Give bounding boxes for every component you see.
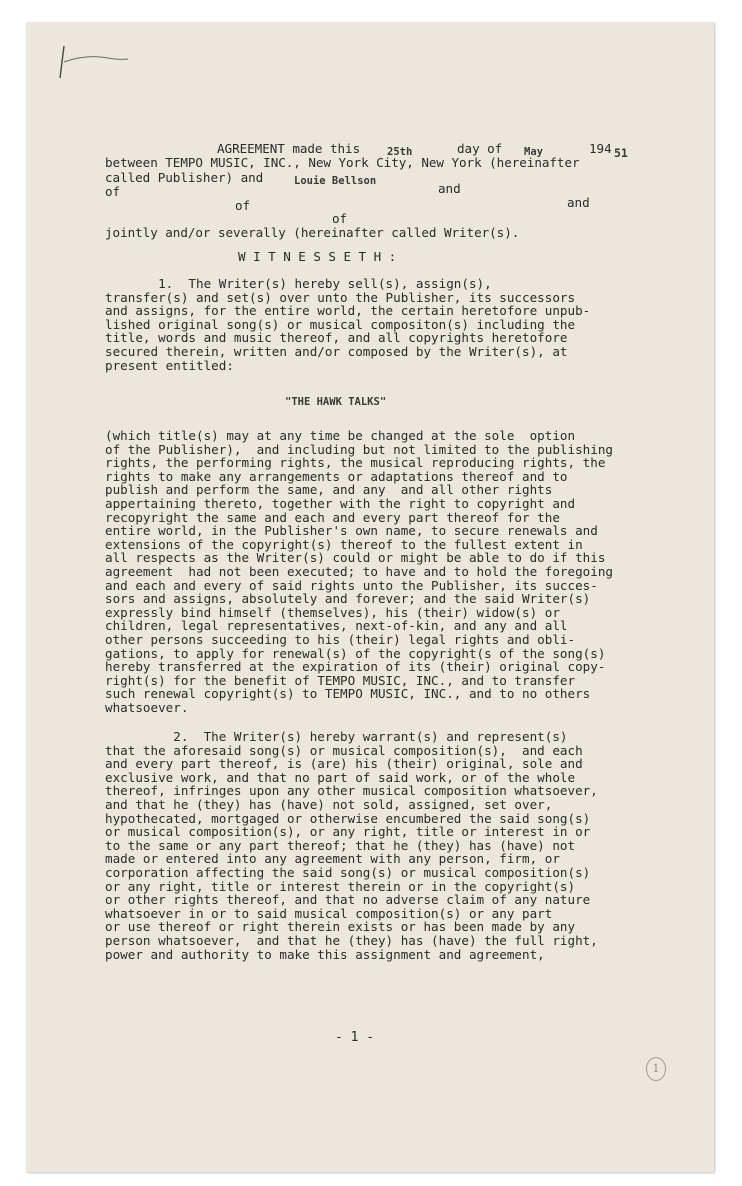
paragraph-line: of the Publisher), and including but not limited to the publishing — [105, 441, 613, 457]
paragraph-line: or use thereof or right therein exists or has been made by any — [105, 919, 576, 935]
paragraph-line: all respects as the Writer(s) could or might be able to do if this — [105, 550, 606, 566]
paragraph-line: entire world, in the Publisher's own name, to secure renewals and — [105, 523, 598, 539]
paragraph-line: that the aforesaid song(s) or musical composition(s), and each — [105, 742, 583, 758]
paragraph-line: or musical composition(s), or any right, title or interest in or — [105, 824, 591, 840]
paragraph-line: transfer(s) and set(s) over unto the Publisher, its successors — [105, 289, 576, 305]
header-month-filled: May — [524, 146, 543, 158]
header-jointly-line: jointly and/or severally (hereinafter called Writer(s). — [105, 225, 520, 240]
paragraph-line: and assigns, for the entire world, the certain heretofore unpub- — [105, 303, 591, 319]
paragraph-line: 2. The Writer(s) hereby warrant(s) and represent(s) — [105, 729, 568, 744]
header-of-1: of — [105, 184, 121, 199]
paragraph-line: recopyright the same and each and every part thereof for the — [105, 509, 560, 525]
paragraph-line: rights to make any arrangements or adaptations thereof and to — [105, 468, 568, 484]
paragraph-line: corporation affecting the said song(s) or musical composition(s) — [105, 864, 591, 880]
paragraph-1 — [105, 277, 590, 372]
header-of-2: of — [235, 198, 251, 213]
paragraph-line: lished original song(s) or musical compositon(s) including the — [105, 316, 576, 332]
paragraph-line: other persons succeeding to his (their) legal rights and obli- — [105, 631, 576, 647]
paragraph-line: whatsoever in or to said musical composition(s) or any part — [105, 905, 553, 921]
header-and-1: and — [438, 181, 461, 196]
paragraph-line: made or entered into any agreement with any person, firm, or — [105, 851, 560, 867]
paragraph-line: or any right, title or interest therein or in the copyright(s) — [105, 878, 576, 894]
paragraph-line: extensions of the copyright(s) thereof to the fullest extent in — [105, 536, 583, 552]
paragraph-line: appertaining thereto, together with the right to copyright and — [105, 495, 576, 511]
corner-circled-mark: 1 — [646, 1057, 666, 1081]
header-year-filled: 51 — [614, 146, 628, 160]
witnesseth-heading: W I T N E S S E T H : — [238, 249, 397, 264]
paragraph-line: children, legal representatives, next-of-kin, and any and all — [105, 618, 568, 634]
paragraph-line: thereof, infringes upon any other musical composition whatsoever, — [105, 783, 598, 799]
paragraph-line: and that he (they) has (have) not sold, assigned, set over, — [105, 796, 553, 812]
paragraph-line: gations, to apply for renewal(s) of the copyright(s of the song(s) — [105, 645, 606, 661]
paragraph-line: publish and perform the same, and any and all other rights — [105, 482, 553, 498]
paragraph-line: and every part thereof, is (are) his (their) original, sole and — [105, 756, 583, 772]
paragraph-line: hypothecated, mortgaged or otherwise encumbered the said song(s) — [105, 810, 591, 826]
paragraph-line: exclusive work, and that no part of said work, or of the whole — [105, 769, 576, 785]
header-of-3: of — [332, 211, 348, 226]
paragraph-line: or other rights thereof, and that no adverse claim of any nature — [105, 892, 591, 908]
header-between-line: between TEMPO MUSIC, INC., New York City, New York (hereinafter — [105, 155, 580, 170]
paragraph-line: 1. The Writer(s) hereby sell(s), assign(s), — [105, 276, 492, 291]
paragraph-line: hereby transferred at the expiration of its (their) original copy- — [105, 659, 606, 675]
paragraph-line: such renewal copyright(s) to TEMPO MUSIC, INC., and to no others — [105, 686, 591, 702]
paragraph-line: to the same or any part thereof; that he (they) has (have) not — [105, 837, 576, 853]
page-number: - 1 - — [335, 1030, 375, 1045]
paragraph-line: (which title(s) may at any time be changed at the sole option — [105, 428, 576, 443]
paragraph-line: secured therein, written and/or composed by the Writer(s), at — [105, 343, 568, 359]
paragraph-1-continued — [105, 429, 613, 714]
paragraph-line: person whatsoever, and that he (they) has (have) the full right, — [105, 932, 598, 948]
paragraph-line: expressly bind himself (themselves), his (their) widow(s) or — [105, 604, 560, 620]
paragraph-line: agreement had not been executed; to have and to hold the foregoing — [105, 563, 613, 579]
song-title: "THE HAWK TALKS" — [285, 396, 387, 408]
paragraph-line: title, words and music thereof, and all copyrights heretofore — [105, 330, 568, 346]
paragraph-line: rights, the performing rights, the musical reproducing rights, the — [105, 455, 606, 471]
header-day-of: day of — [457, 141, 503, 156]
paragraph-line: present entitled: — [105, 357, 234, 373]
paragraph-line: and each and every of said rights unto the Publisher, its succes- — [105, 577, 598, 593]
paragraph-2 — [105, 730, 598, 961]
header-publisher-line: called Publisher) and — [105, 170, 264, 185]
header-and-2: and — [567, 195, 590, 210]
paragraph-line: right(s) for the benefit of TEMPO MUSIC, INC., and to transfer — [105, 672, 576, 688]
header-agreement-text: AGREEMENT made this — [217, 141, 361, 156]
paragraph-line: power and authority to make this assignment and agreement, — [105, 946, 545, 962]
paragraph-line: whatsoever. — [105, 699, 189, 715]
header-day-filled: 25th — [387, 146, 413, 158]
header-writer-name: Louie Bellson — [294, 175, 377, 187]
document-page — [26, 22, 714, 1172]
paragraph-line: sors and assigns, absolutely and forever; and the said Writer(s) — [105, 591, 591, 607]
pencil-mark — [56, 42, 136, 82]
header-year-printed: 194 — [589, 141, 612, 156]
